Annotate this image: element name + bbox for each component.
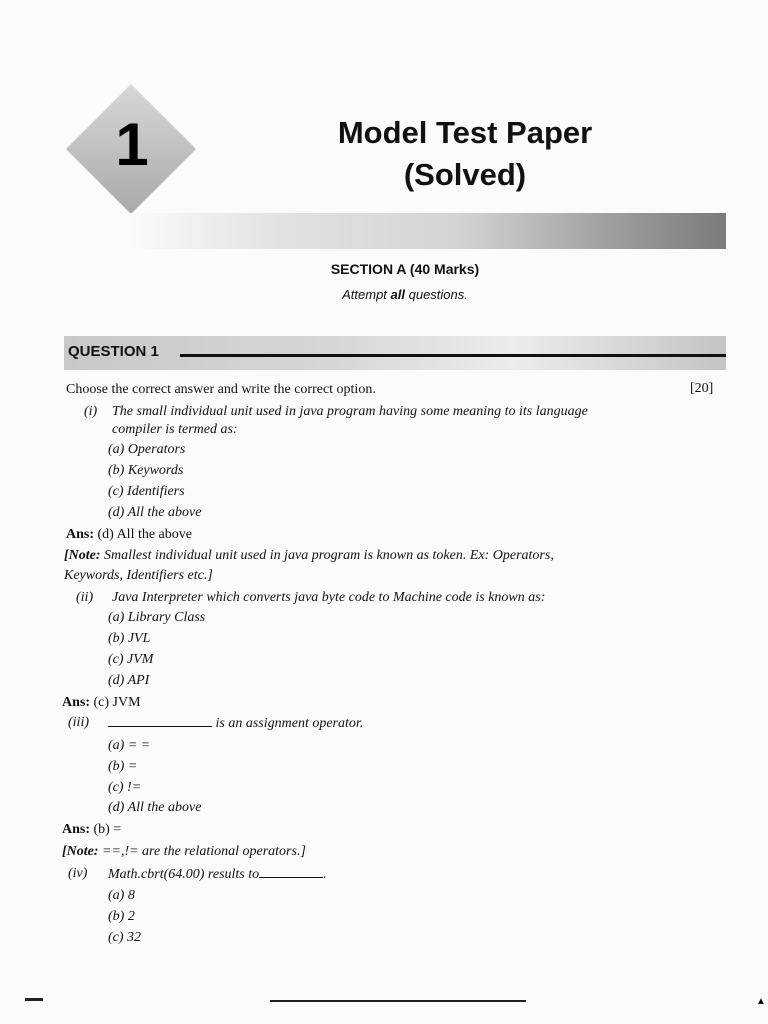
note-label: [Note: <box>62 844 99 859</box>
q1-option: (c) Identifiers <box>108 484 185 499</box>
q3-text-content: is an assignment operator. <box>212 716 364 731</box>
chapter-badge <box>68 88 196 212</box>
q3-option: (b) = <box>108 759 138 774</box>
q3-option: (c) != <box>108 780 142 795</box>
section-heading: SECTION A (40 Marks) <box>330 261 480 277</box>
q1-text-line-2: compiler is termed as: <box>112 422 238 437</box>
answer-blank <box>259 865 323 878</box>
section-instruction <box>240 287 570 302</box>
answer-label: Ans: <box>62 695 91 710</box>
title-line-2: (Solved) <box>403 157 527 192</box>
q2-option: (a) Library Class <box>108 610 206 625</box>
chapter-number: 1 <box>115 111 149 178</box>
note-label: [Note: <box>64 548 101 563</box>
q1-text-line-1: The small individual unit used in java program having some meaning to its language <box>112 404 588 419</box>
q3-answer <box>62 821 121 839</box>
q1-note-line-2: Keywords, Identifiers etc.] <box>64 568 213 583</box>
q1-number: (i) <box>84 404 98 419</box>
footer-rule <box>270 1000 526 1002</box>
note-text: ==,!= are the relational operators.] <box>98 844 306 859</box>
question-rule <box>180 354 726 357</box>
q1-option: (b) Keywords <box>108 463 184 478</box>
q1-answer <box>66 526 192 544</box>
q3-number: (iii) <box>68 715 89 730</box>
note-text: Smallest individual unit used in java program is known as token. Ex: Operators, <box>100 548 554 563</box>
question-label: QUESTION 1 <box>68 343 159 360</box>
answer-value: (b) = <box>93 822 122 837</box>
q4-option: (c) 32 <box>108 930 142 945</box>
q3-text <box>108 714 363 733</box>
q2-number: (ii) <box>76 590 94 605</box>
q1-option: (a) Operators <box>108 442 186 457</box>
question-marks: [20] <box>690 381 714 396</box>
q4-option: (b) 2 <box>108 909 135 924</box>
q3-option: (a) = = <box>108 738 151 753</box>
question-header-bar <box>64 336 726 370</box>
instruction-pre: Attempt <box>342 287 391 302</box>
q3-note <box>62 843 306 861</box>
instruction-post: questions. <box>405 287 468 302</box>
q2-text: Java Interpreter which converts java byte code to Machine code is known as: <box>112 590 546 605</box>
q4-option: (a) 8 <box>108 888 135 903</box>
answer-label: Ans: <box>66 527 95 542</box>
q4-number: (iv) <box>68 866 88 881</box>
answer-blank <box>108 714 212 727</box>
answer-value: (c) JVM <box>93 695 141 710</box>
question-instruction: Choose the correct answer and write the correct option. <box>66 382 376 397</box>
answer-label: Ans: <box>62 822 91 837</box>
q2-option: (b) JVL <box>108 631 151 646</box>
q1-option: (d) All the above <box>108 505 202 520</box>
q4-text <box>108 865 327 884</box>
answer-value: (d) All the above <box>97 527 192 542</box>
page-edge-marker-icon: ▲ <box>756 996 766 1007</box>
q2-answer <box>62 694 141 712</box>
q3-option: (d) All the above <box>108 800 202 815</box>
q4-text-content: Math.cbrt(64.00) results to <box>108 867 260 882</box>
page-title <box>290 112 640 196</box>
page-edge-mark <box>25 998 43 1001</box>
q4-text-end: . <box>323 867 327 882</box>
q1-note-line-1 <box>64 547 554 565</box>
instruction-bold: all <box>390 287 405 302</box>
title-line-1: Model Test Paper <box>337 115 593 150</box>
title-gradient-bar <box>130 213 726 249</box>
q2-option: (c) JVM <box>108 652 154 667</box>
q2-option: (d) API <box>108 673 150 688</box>
